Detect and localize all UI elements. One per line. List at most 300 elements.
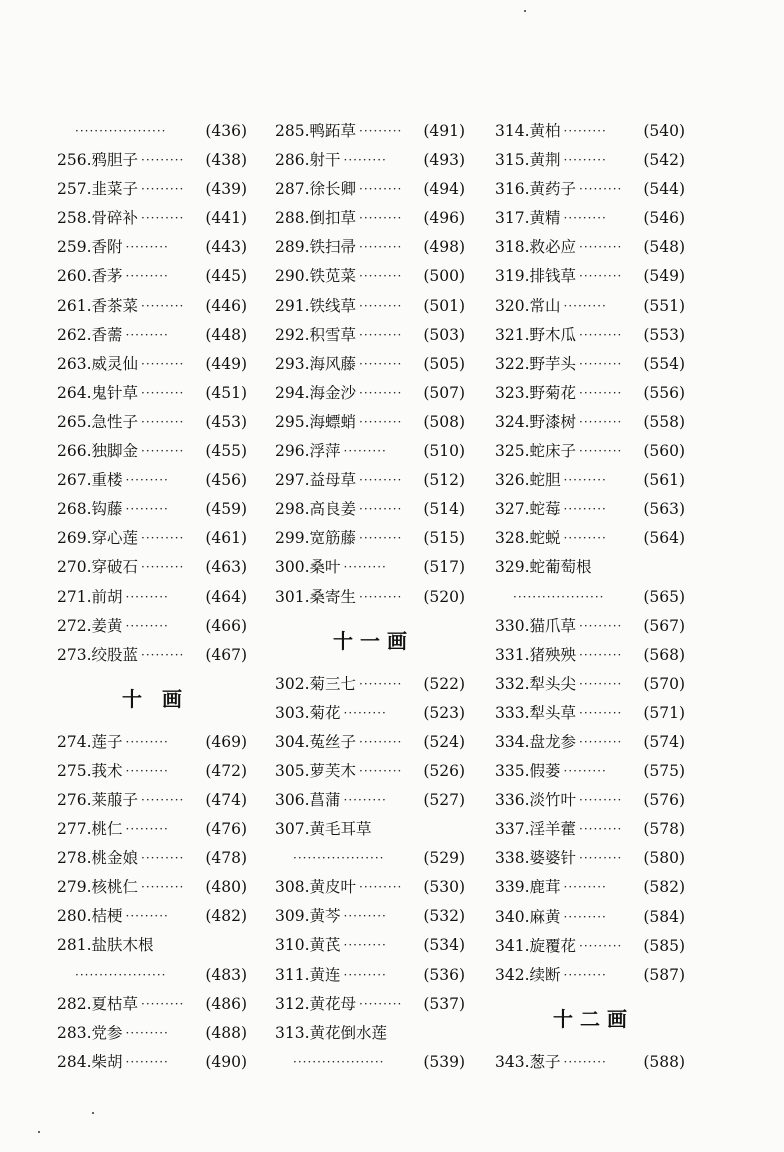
index-entry (275, 495, 465, 524)
entry-name: 292.积雪草 (275, 325, 357, 344)
page-number: (449) (205, 354, 247, 373)
entry-name: 310.黄芪 (275, 936, 341, 955)
leader-dots: ········· (579, 647, 623, 662)
leader-dots: ········· (359, 182, 403, 197)
leader-dots: ········· (579, 240, 623, 255)
page-number: (498) (423, 238, 465, 257)
index-entry (495, 786, 685, 815)
leader-dots: ········· (563, 764, 607, 779)
leader-dots: ··················· (513, 589, 605, 604)
leader-dots: ········· (141, 211, 185, 226)
index-entry (57, 757, 247, 786)
index-entry (275, 233, 465, 262)
leader-dots: ········· (563, 909, 607, 924)
index-entry (57, 583, 247, 612)
entry-name: 343.葱子 (495, 1052, 561, 1071)
page-number: (456) (205, 471, 247, 490)
page-number: (464) (205, 587, 247, 606)
stroke-count-heading (57, 670, 247, 728)
entry-name: 289.铁扫帚 (275, 238, 357, 257)
page-number: (563) (643, 500, 685, 519)
leader-dots: ········· (125, 1025, 169, 1040)
leader-dots: ········· (125, 734, 169, 749)
leader-dots: ········· (579, 618, 623, 633)
page-number: (529) (423, 849, 465, 868)
index-entry (275, 670, 465, 699)
page-number: (588) (643, 1052, 685, 1071)
entry-name: 335.假蒌 (495, 762, 561, 781)
index-entry-continuation (57, 117, 247, 146)
page-number: (486) (205, 994, 247, 1013)
page-number: (436) (205, 122, 247, 140)
entry-name: 330.猫爪草 (495, 616, 577, 635)
leader-dots: ········· (141, 182, 185, 197)
page-number: (561) (643, 471, 685, 490)
index-entry (57, 495, 247, 524)
index-entry (495, 437, 685, 466)
page-number: (445) (205, 267, 247, 286)
entry-name: 309.黄芩 (275, 907, 341, 926)
index-entry (57, 321, 247, 350)
leader-dots: ········· (125, 473, 169, 488)
leader-dots: ········· (563, 1054, 607, 1069)
page-number: (463) (205, 558, 247, 577)
entry-name: 264.鬼针草 (57, 383, 139, 402)
entry-name: 258.骨碎补 (57, 209, 139, 228)
entry-name: 288.倒扣草 (275, 209, 357, 228)
index-entry (275, 262, 465, 291)
leader-dots: ········· (359, 385, 403, 400)
leader-dots: ··················· (75, 124, 167, 138)
page-number: (537) (423, 994, 465, 1013)
index-entry (495, 873, 685, 902)
index-entry (275, 757, 465, 786)
index-entry (275, 553, 465, 582)
leader-dots: ········· (359, 531, 403, 546)
page-number: (469) (205, 732, 247, 751)
page-number: (564) (643, 529, 685, 548)
leader-dots: ········· (141, 444, 185, 459)
index-entry-continuation (275, 1048, 465, 1077)
page-number: (540) (643, 122, 685, 140)
leader-dots: ········· (125, 327, 169, 342)
page-number: (584) (643, 907, 685, 926)
leader-dots: ········· (125, 269, 169, 284)
entry-name: 278.桃金娘 (57, 849, 139, 868)
entry-name: 277.桃仁 (57, 820, 123, 839)
page-number: (549) (643, 267, 685, 286)
leader-dots: ········· (579, 385, 623, 400)
leader-dots: ········· (141, 851, 185, 866)
index-entry (275, 961, 465, 990)
index-entry (57, 728, 247, 757)
entry-name: 275.莪术 (57, 761, 123, 780)
leader-dots: ········· (359, 996, 403, 1011)
index-entry (495, 233, 685, 262)
index-entry (57, 786, 247, 815)
page-number: (501) (423, 296, 465, 315)
leader-dots: ········· (343, 560, 387, 575)
index-entry (495, 757, 685, 786)
page-number: (567) (643, 616, 685, 635)
page-number: (505) (423, 354, 465, 373)
entry-name: 305.萝芙木 (275, 761, 357, 780)
index-entry (57, 1048, 247, 1077)
page-number: (459) (205, 500, 247, 519)
index-entry (495, 408, 685, 437)
index-entry (495, 961, 685, 990)
entry-name: 313.黄花倒水莲 (275, 1023, 388, 1042)
entry-name: 298.高良姜 (275, 500, 357, 519)
page-number: (443) (205, 238, 247, 257)
leader-dots: ········· (141, 298, 185, 313)
page-number: (536) (423, 965, 465, 984)
entry-name: 315.黄荆 (495, 151, 561, 170)
index-entry (57, 437, 247, 466)
index-entry (495, 466, 685, 495)
entry-name: 325.蛇床子 (495, 442, 577, 461)
index-entry (57, 262, 247, 291)
page-number: (438) (205, 151, 247, 170)
entry-name: 303.菊花 (275, 703, 341, 722)
index-entry (275, 379, 465, 408)
leader-dots: ········· (141, 560, 185, 575)
entry-name: 286.射干 (275, 151, 341, 170)
leader-dots: ········· (579, 793, 623, 808)
leader-dots: ········· (359, 298, 403, 313)
leader-dots: ········· (579, 327, 623, 342)
page-number: (551) (643, 296, 685, 315)
leader-dots: ········· (141, 792, 185, 807)
index-entry (57, 350, 247, 379)
page-number: (507) (423, 383, 465, 402)
leader-dots: ········· (343, 705, 387, 720)
entry-name: 300.桑叶 (275, 558, 341, 577)
leader-dots: ········· (563, 473, 607, 488)
index-entry (275, 350, 465, 379)
leader-dots: ········· (563, 880, 607, 895)
leader-dots: ········· (359, 502, 403, 517)
leader-dots: ········· (359, 880, 403, 895)
entry-name: 269.穿心莲 (57, 529, 139, 548)
index-entry (495, 379, 685, 408)
entry-name: 295.海螵蛸 (275, 412, 357, 431)
leader-dots: ········· (141, 153, 185, 168)
index-entry (495, 670, 685, 699)
entry-name: 284.柴胡 (57, 1052, 123, 1071)
entry-name: 285.鸭跖草 (275, 122, 357, 140)
index-entry-continuation (495, 583, 685, 612)
page-number: (466) (205, 616, 247, 635)
entry-name: 334.盘龙参 (495, 732, 577, 751)
entry-name: 312.黄花母 (275, 994, 357, 1013)
page-number: (476) (205, 820, 247, 839)
entry-name: 267.重楼 (57, 471, 123, 490)
page-number: (558) (643, 412, 685, 431)
scan-speck (524, 10, 526, 12)
entry-name: 301.桑寄生 (275, 587, 357, 606)
index-entry (495, 146, 685, 175)
index-entry-title (57, 931, 247, 960)
leader-dots: ········· (579, 822, 623, 837)
index-entry (57, 844, 247, 873)
entry-name: 287.徐长卿 (275, 180, 357, 199)
entry-name: 328.蛇蜕 (495, 529, 561, 548)
entry-name: 296.浮萍 (275, 442, 341, 461)
entry-name: 261.香茶菜 (57, 296, 139, 315)
page-number: (467) (205, 645, 247, 664)
page-number: (482) (205, 907, 247, 926)
index-entry (275, 931, 465, 960)
index-entry (495, 728, 685, 757)
page-number: (451) (205, 383, 247, 402)
leader-dots: ········· (563, 153, 607, 168)
entry-name: 326.蛇胆 (495, 471, 561, 490)
index-entry (495, 641, 685, 670)
entry-name: 256.鸦胆子 (57, 151, 139, 170)
entry-name: 257.韭菜子 (57, 180, 139, 199)
entry-name: 306.菖蒲 (275, 790, 341, 809)
page-number: (553) (643, 325, 685, 344)
page-number: (560) (643, 442, 685, 461)
index-entry (495, 815, 685, 844)
index-entry (57, 175, 247, 204)
index-entry (495, 844, 685, 873)
page-number: (546) (643, 209, 685, 228)
index-entry (495, 524, 685, 553)
leader-dots: ········· (343, 967, 387, 982)
leader-dots: ········· (343, 792, 387, 807)
index-entry (495, 495, 685, 524)
leader-dots: ········· (125, 240, 169, 255)
leader-dots: ··················· (75, 967, 167, 982)
leader-dots: ········· (125, 589, 169, 604)
index-entry (275, 466, 465, 495)
index-entry (57, 408, 247, 437)
page-number: (483) (205, 965, 247, 984)
index-entry-continuation (275, 844, 465, 873)
page-number: (534) (423, 936, 465, 955)
entry-name: 270.穿破石 (57, 558, 139, 577)
entry-name: 331.猪殃殃 (495, 645, 577, 664)
entry-name: 322.野芋头 (495, 354, 577, 373)
leader-dots: ········· (125, 822, 169, 837)
leader-dots: ········· (343, 444, 387, 459)
page-number: (441) (205, 209, 247, 228)
entry-name: 302.菊三七 (275, 674, 357, 693)
index-entry (57, 466, 247, 495)
index-entry (275, 902, 465, 931)
page-number: (554) (643, 354, 685, 373)
page-number: (568) (643, 645, 685, 664)
index-entry (275, 117, 465, 146)
page-number: (544) (643, 180, 685, 199)
index-entry (275, 786, 465, 815)
index-entry (495, 1048, 685, 1077)
leader-dots: ········· (125, 1054, 169, 1069)
page-number: (453) (205, 412, 247, 431)
heading-text: 十 二 画 (553, 1006, 627, 1031)
leader-dots: ········· (563, 502, 607, 517)
page-number: (527) (423, 790, 465, 809)
entry-name: 265.急性子 (57, 412, 139, 431)
entry-name: 318.救必应 (495, 238, 577, 257)
entry-name: 272.姜黄 (57, 616, 123, 635)
leader-dots: ········· (563, 124, 607, 138)
page-number: (490) (205, 1052, 247, 1071)
leader-dots: ········· (579, 938, 623, 953)
entry-name: 260.香茅 (57, 267, 123, 286)
page-number: (508) (423, 412, 465, 431)
index-entry (495, 117, 685, 146)
index-entry (57, 815, 247, 844)
page-number: (556) (643, 383, 685, 402)
index-entry (57, 990, 247, 1019)
index-entry (275, 408, 465, 437)
leader-dots: ········· (579, 414, 623, 429)
leader-dots: ········· (359, 269, 403, 284)
index-entry (495, 932, 685, 961)
leader-dots: ········· (579, 734, 623, 749)
leader-dots: ········· (141, 356, 185, 371)
index-entry (275, 146, 465, 175)
entry-name: 274.莲子 (57, 732, 123, 751)
page-number: (530) (423, 878, 465, 897)
leader-dots: ········· (125, 502, 169, 517)
index-entry (495, 262, 685, 291)
page-number: (455) (205, 442, 247, 461)
index-entry (275, 728, 465, 757)
page-number: (575) (643, 762, 685, 781)
entry-name: 314.黄柏 (495, 122, 561, 140)
index-entry (275, 175, 465, 204)
page-number: (548) (643, 238, 685, 257)
entry-name: 320.常山 (495, 296, 561, 315)
entry-name: 333.犁头草 (495, 703, 577, 722)
entry-name: 262.香薷 (57, 325, 123, 344)
entry-name: 266.独脚金 (57, 442, 139, 461)
leader-dots: ········· (359, 240, 403, 255)
leader-dots: ········· (579, 356, 623, 371)
index-entry (495, 612, 685, 641)
scan-speck (38, 1131, 40, 1133)
leader-dots: ········· (579, 269, 623, 284)
entry-name: 276.莱菔子 (57, 790, 139, 809)
entry-name: 304.菟丝子 (275, 732, 357, 751)
page-number: (571) (643, 703, 685, 722)
page-number: (480) (205, 878, 247, 897)
page-number: (574) (643, 732, 685, 751)
index-entry (57, 146, 247, 175)
page-number: (524) (423, 732, 465, 751)
entry-name: 338.婆婆针 (495, 849, 577, 868)
index-column-2 (275, 117, 465, 1077)
index-entry (57, 379, 247, 408)
leader-dots: ··················· (293, 1054, 385, 1069)
page-number: (570) (643, 674, 685, 693)
heading-text: 十 画 (122, 686, 182, 711)
entry-name: 273.绞股蓝 (57, 645, 139, 664)
index-entry-title (275, 815, 465, 844)
entry-name: 293.海风藤 (275, 354, 357, 373)
page-number: (585) (643, 936, 685, 955)
leader-dots: ········· (359, 124, 403, 138)
leader-dots: ········· (125, 763, 169, 778)
stroke-count-heading (495, 990, 685, 1048)
leader-dots: ········· (579, 182, 623, 197)
page-number: (512) (423, 471, 465, 490)
stroke-count-heading (275, 612, 465, 670)
index-entry-title (495, 553, 685, 582)
entry-name: 342.续断 (495, 965, 561, 984)
leader-dots: ········· (359, 589, 403, 604)
entry-name: 317.黄精 (495, 209, 561, 228)
entry-name: 279.核桃仁 (57, 878, 139, 897)
entry-name: 311.黄连 (275, 965, 341, 984)
entry-name: 283.党参 (57, 1023, 123, 1042)
entry-name: 327.蛇莓 (495, 500, 561, 519)
index-entry (495, 903, 685, 932)
leader-dots: ········· (359, 356, 403, 371)
page-number: (503) (423, 325, 465, 344)
page-number: (578) (643, 820, 685, 839)
entry-name: 324.野漆树 (495, 412, 577, 431)
entry-name: 332.犁头尖 (495, 674, 577, 693)
page-number: (488) (205, 1023, 247, 1042)
entry-name: 319.排钱草 (495, 267, 577, 286)
entry-name: 282.夏枯草 (57, 994, 139, 1013)
page-number: (439) (205, 180, 247, 199)
index-entry (57, 292, 247, 321)
page-number: (448) (205, 325, 247, 344)
entry-name: 299.宽筋藤 (275, 529, 357, 548)
entry-name: 336.淡竹叶 (495, 791, 577, 810)
leader-dots: ········· (141, 385, 185, 400)
page-number: (576) (643, 791, 685, 810)
page-number: (472) (205, 761, 247, 780)
entry-name: 340.麻黄 (495, 907, 561, 926)
entry-name: 297.益母草 (275, 471, 357, 490)
page-number: (523) (423, 703, 465, 722)
page-number: (580) (643, 849, 685, 868)
leader-dots: ········· (359, 473, 403, 488)
leader-dots: ········· (359, 327, 403, 342)
page-number: (526) (423, 761, 465, 780)
entry-name: 281.盐肤木根 (57, 936, 154, 955)
index-entry (57, 902, 247, 931)
leader-dots: ········· (343, 938, 387, 953)
index-entry (275, 437, 465, 466)
leader-dots: ········· (141, 647, 185, 662)
entry-name: 316.黄药子 (495, 180, 577, 199)
leader-dots: ········· (343, 909, 387, 924)
index-entry (495, 350, 685, 379)
leader-dots: ········· (141, 880, 185, 895)
entry-name: 291.铁线草 (275, 296, 357, 315)
page-number: (515) (423, 529, 465, 548)
leader-dots: ········· (125, 909, 169, 924)
leader-dots: ········· (359, 763, 403, 778)
leader-dots: ········· (563, 298, 607, 313)
leader-dots: ········· (141, 414, 185, 429)
page-number: (494) (423, 180, 465, 199)
entry-name: 341.旋覆花 (495, 936, 577, 955)
index-entry (57, 873, 247, 902)
index-entry (57, 553, 247, 582)
entry-name: 271.前胡 (57, 587, 123, 606)
page-number: (522) (423, 674, 465, 693)
entry-name: 321.野木瓜 (495, 325, 577, 344)
